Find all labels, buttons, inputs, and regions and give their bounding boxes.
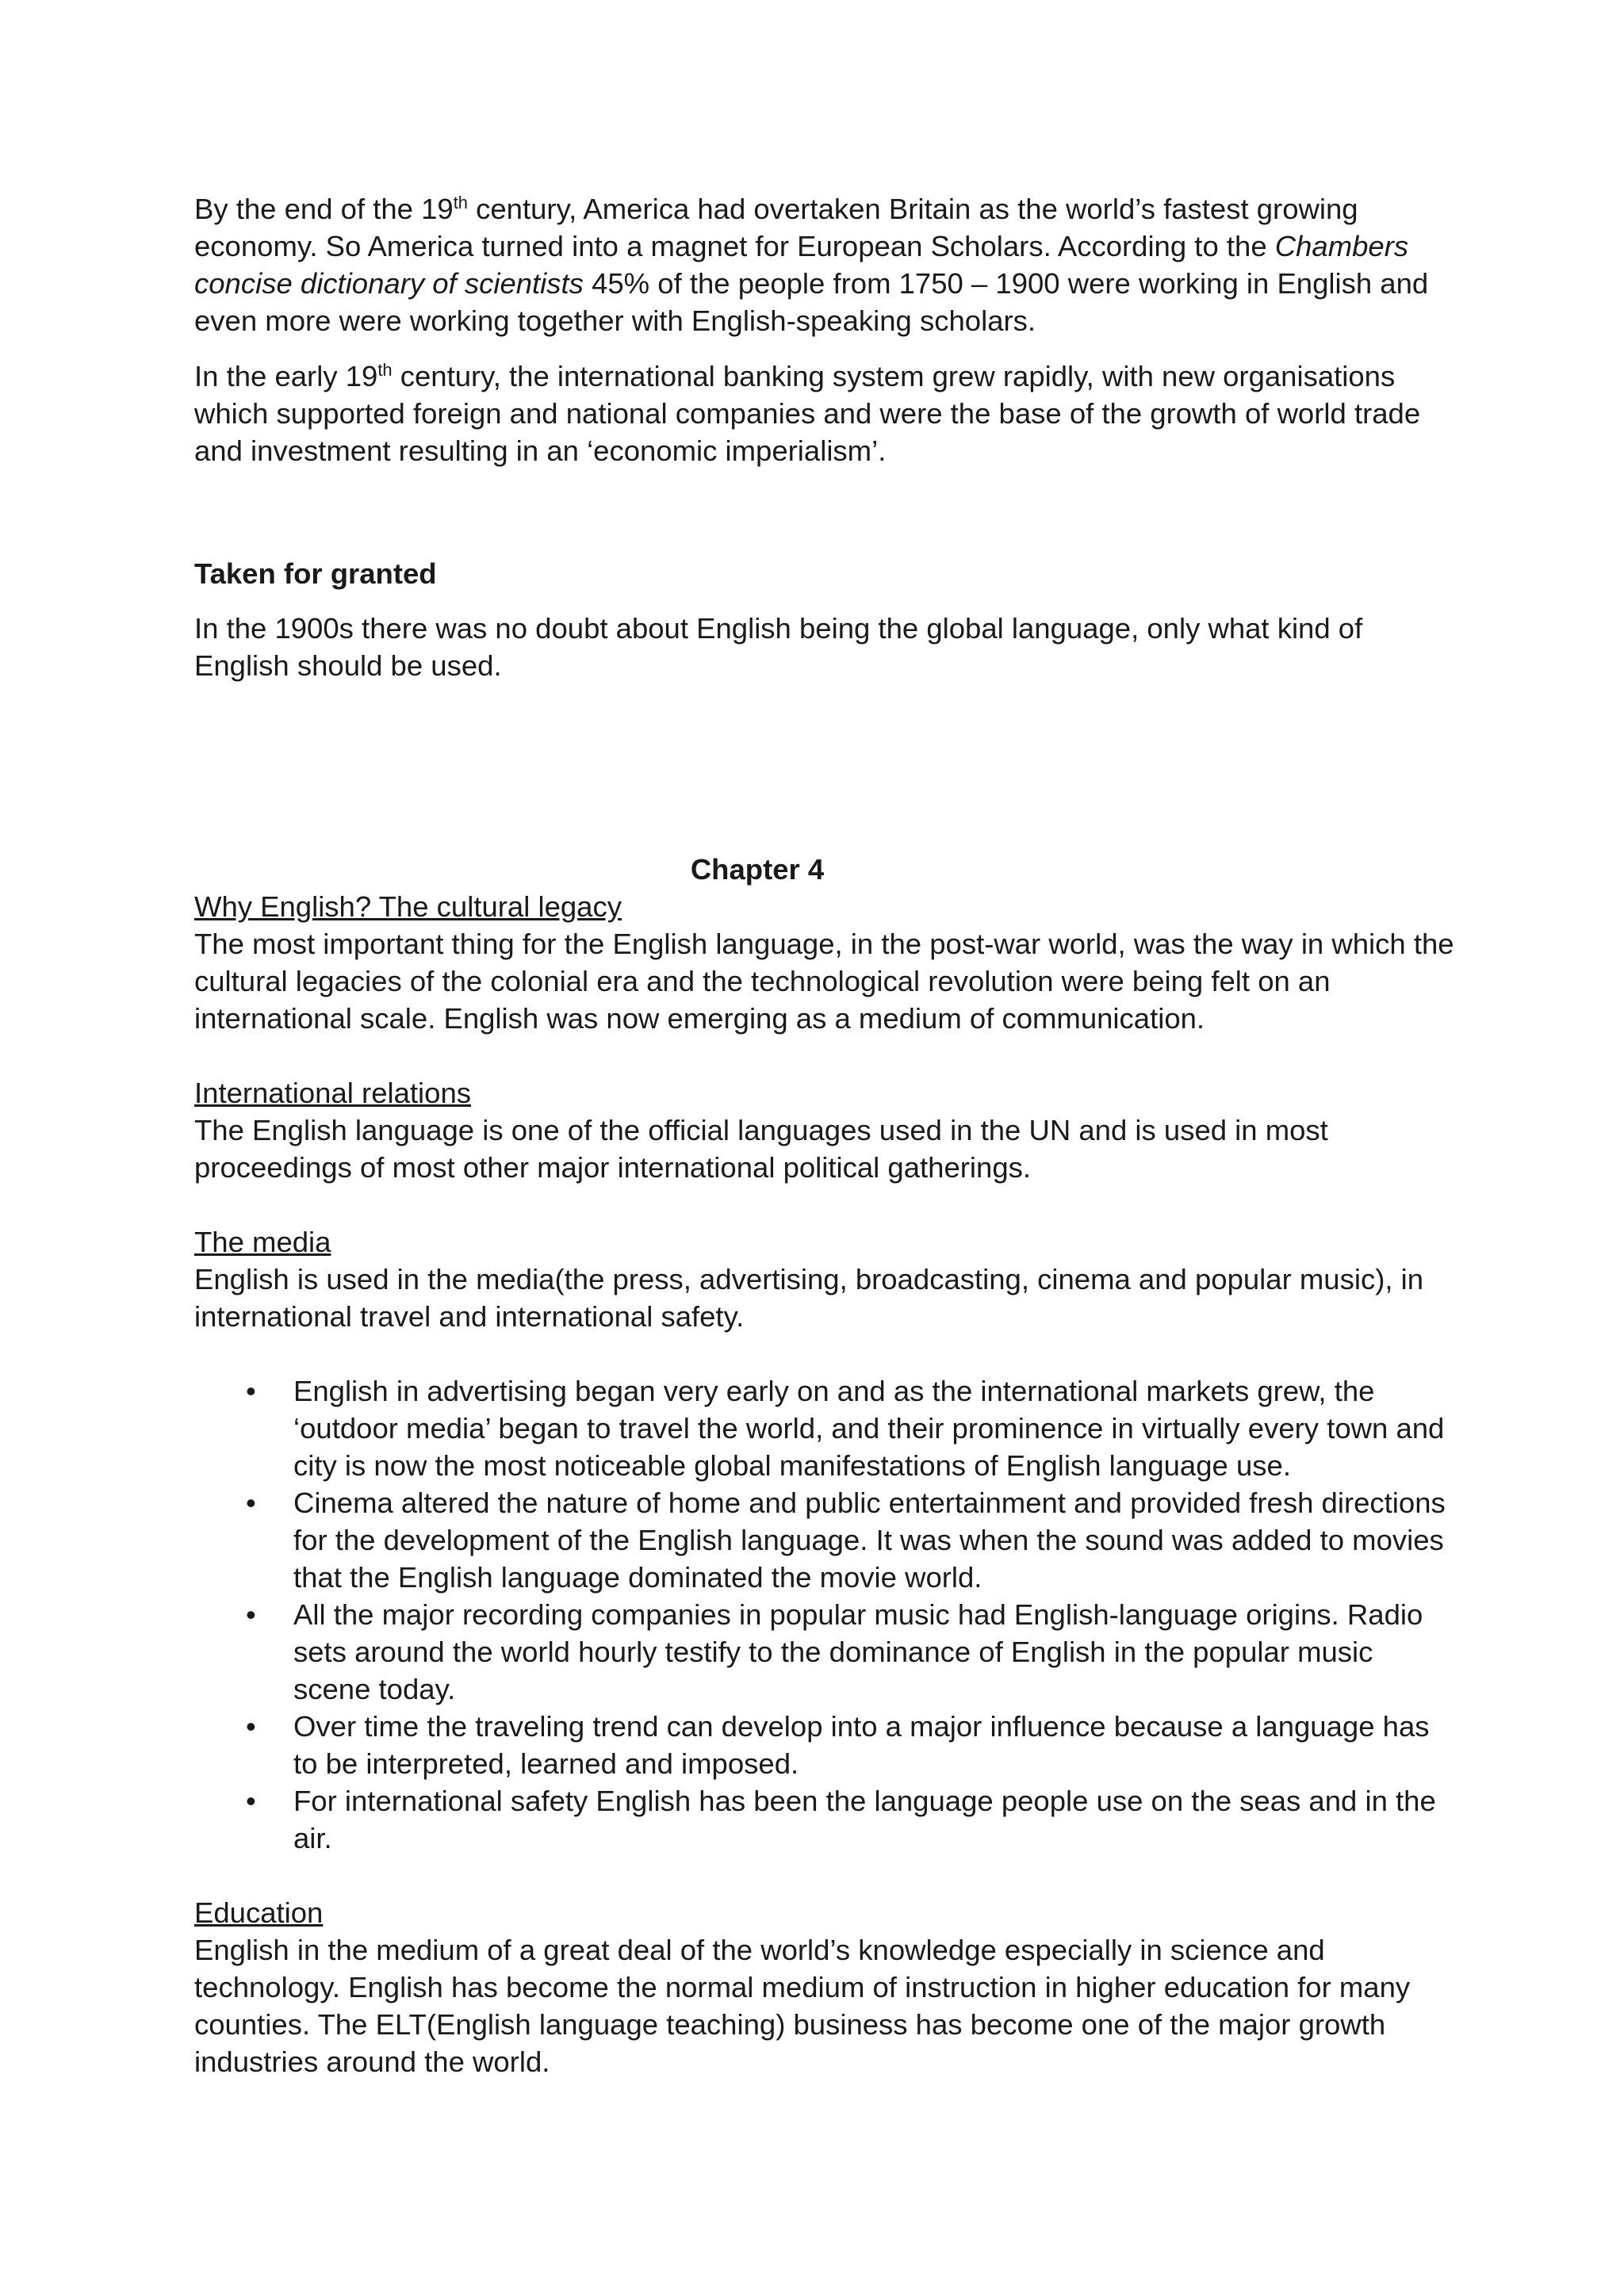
book-title-italic: Chambers concise dictionary of scientists xyxy=(194,230,1409,300)
section-text-education: English in the medium of a great deal of the world’s knowledge especially in science and technology. English has become the normal medium of instruction in higher education for many counties. The ELT(English language teaching) business has become one of the major growth industries around the world. xyxy=(194,1934,1411,2078)
section-heading-cultural-legacy: Why English? The cultural legacy xyxy=(194,890,622,923)
list-item: • English in advertising began very early on and as the international markets grew, the ‘outdoor media’ began to travel the world, and their prominence in virtually every town and city is now the most noticeable global manifestations of English language use. xyxy=(194,1372,1455,1484)
text-run: In the early 19 xyxy=(194,360,378,392)
media-bullet-list xyxy=(194,1372,1455,1857)
list-item: • Over time the traveling trend can develop into a major influence because a language has to be interpreted, learned and imposed. xyxy=(194,1708,1455,1782)
section-text-international-relations: The English language is one of the official languages used in the UN and is used in most proceedings of most other major international political gatherings. xyxy=(194,1114,1328,1184)
section-text-media: English is used in the media(the press, advertising, broadcasting, cinema and popular music), in international travel and international safety. xyxy=(194,1263,1424,1333)
chapter-title: Chapter 4 xyxy=(690,853,825,886)
list-item: • For international safety English has been the language people use on the seas and in the air. xyxy=(194,1782,1455,1857)
section-heading-international-relations: International relations xyxy=(194,1077,471,1109)
document-page xyxy=(194,190,1455,2080)
section-heading-media: The media xyxy=(194,1226,331,1258)
text-run: By the end of the 19 xyxy=(194,193,454,225)
section-heading-education: Education xyxy=(194,1896,324,1929)
list-item: • All the major recording companies in popular music had English-language origins. Radio sets around the world hourly testify to the dominance of English in the popular music scene today. xyxy=(194,1596,1455,1708)
intro-paragraph-banking xyxy=(194,358,1455,469)
text-run: 45% of the people from 1750 – 1900 were working in English and even more were working together with English-speaking scholars. xyxy=(194,267,1429,337)
superscript: th xyxy=(453,192,468,212)
section-text-cultural-legacy: The most important thing for the English language, in the post-war world, was the way in which the cultural legacies of the colonial era and the technological revolution were being felt on an international scale. English was now emerging as a medium of communication. xyxy=(194,928,1454,1035)
taken-for-granted-heading: Taken for granted xyxy=(194,557,437,590)
superscript: th xyxy=(377,359,393,380)
list-item: • Cinema altered the nature of home and public entertainment and provided fresh directions for the development of the English language. It was when the sound was added to movies that the English language dominated the movie world. xyxy=(194,1484,1455,1596)
text-run: century, America had overtaken Britain as the world’s fastest growing economy. So America turned into a magnet for European Scholars. According to the xyxy=(194,193,1358,262)
intro-paragraph-america xyxy=(194,190,1455,339)
text-run: century, the international banking system grew rapidly, with new organisations which supported foreign and national companies and were the base of the growth of world trade and investment resulting in an ‘economic imperialism’. xyxy=(194,360,1421,467)
taken-for-granted-text: In the 1900s there was no doubt about English being the global language, only what kind of English should be used. xyxy=(194,612,1363,682)
